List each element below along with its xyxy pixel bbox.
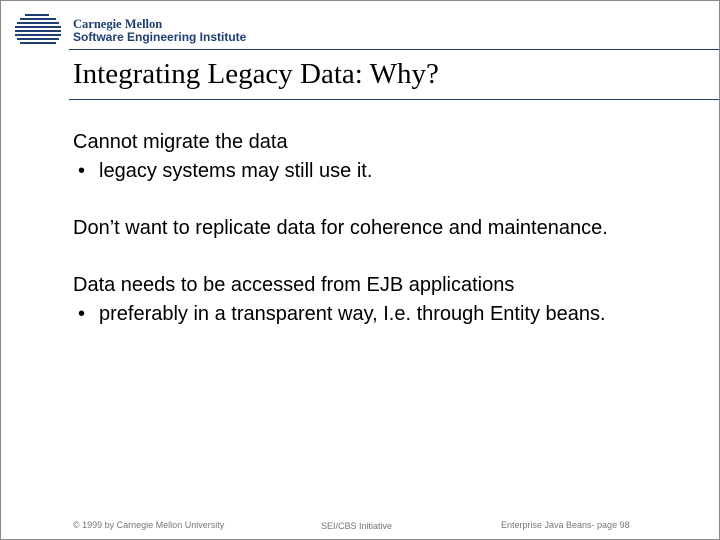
org-subtitle: Software Engineering Institute bbox=[73, 30, 247, 44]
footer-page: Enterprise Java Beans- page 98 bbox=[501, 520, 630, 530]
footer-initiative: SEI/CBS Initiative bbox=[321, 521, 393, 531]
org-name: Carnegie Mellon bbox=[73, 17, 163, 31]
body-point-1: Cannot migrate the data bbox=[73, 131, 288, 153]
body-subpoint-1-text: legacy systems may still use it. bbox=[99, 160, 373, 182]
title-divider bbox=[69, 99, 719, 100]
slide-title: Integrating Legacy Data: Why? bbox=[73, 58, 439, 90]
bullet-icon: • bbox=[78, 160, 86, 182]
footer-copyright: © 1999 by Carnegie Mellon University bbox=[73, 520, 225, 530]
header-divider bbox=[69, 49, 719, 50]
cmu-sei-logo-icon bbox=[15, 14, 61, 46]
body-subpoint-3 bbox=[73, 300, 703, 329]
body-subpoint-3-text: preferably in a transparent way, I.e. through Entity beans. bbox=[99, 303, 606, 325]
slide-body bbox=[73, 128, 703, 329]
body-subpoint-1 bbox=[73, 157, 703, 186]
bullet-icon: • bbox=[78, 303, 86, 325]
body-point-2: Don’t want to replicate data for coherence and maintenance. bbox=[73, 217, 608, 239]
body-point-3: Data needs to be accessed from EJB applications bbox=[73, 274, 515, 296]
